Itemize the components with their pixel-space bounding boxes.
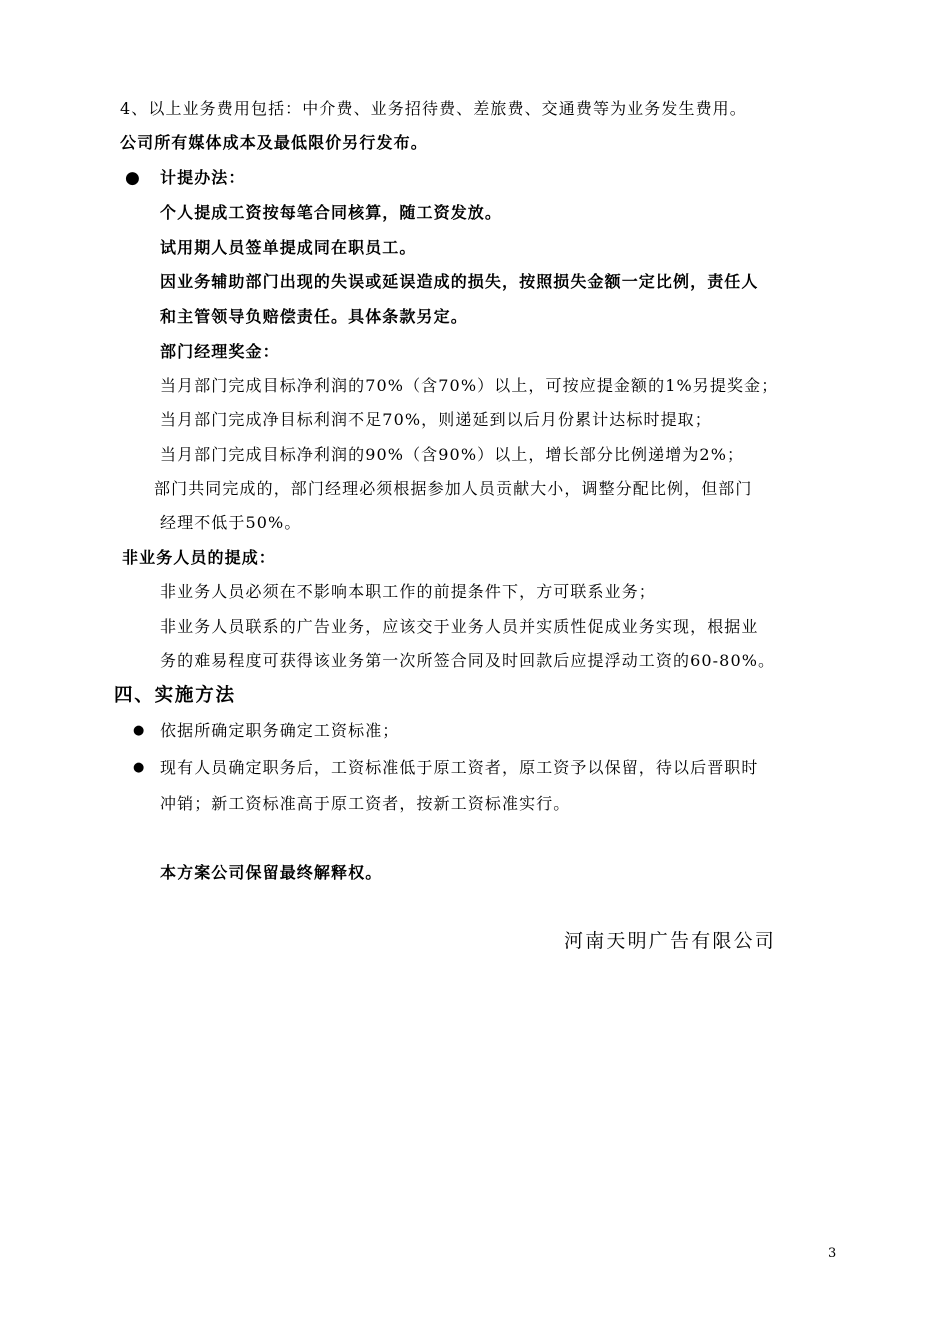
bullet-icon: ● (133, 723, 145, 738)
expenses-paragraph: 4、以上业务费用包括：中介费、业务招待费、差旅费、交通费等为业务发生费用。 (120, 99, 747, 118)
method-heading: 计提办法： (160, 168, 246, 187)
final-note: 本方案公司保留最终解释权。 (160, 863, 383, 882)
section-four-item: 现有人员确定职务后，工资标准低于原工资者，原工资予以保留，待以后晋职时 (160, 758, 759, 777)
section-four-heading: 四、实施方法 (114, 685, 236, 706)
dept-bonus-heading: 部门经理奖金： (160, 342, 280, 361)
media-cost-paragraph: 公司所有媒体成本及最低限价另行发布。 (120, 133, 428, 152)
non-business-heading: 非业务人员的提成： (122, 548, 276, 567)
dept-bonus-line: 部门共同完成的，部门经理必须根据参加人员贡献大小，调整分配比例，但部门 (154, 479, 753, 498)
method-line: 因业务辅助部门出现的失误或延误造成的损失，按照损失金额一定比例，责任人 (160, 272, 759, 291)
section-four-item: 依据所确定职务确定工资标准； (160, 721, 400, 740)
dept-bonus-line: 当月部门完成目标净利润的70%（含70%）以上，可按应提金额的1%另提奖金； (160, 376, 779, 395)
dept-bonus-line: 当月部门完成目标净利润的90%（含90%）以上，增长部分比例递增为2%； (160, 445, 745, 464)
method-line: 试用期人员签单提成同在职员工。 (160, 238, 417, 257)
non-business-line: 非业务人员必须在不影响本职工作的前提条件下，方可联系业务； (160, 582, 656, 601)
section-four-item: 冲销；新工资标准高于原工资者，按新工资标准实行。 (160, 794, 571, 813)
non-business-line: 非业务人员联系的广告业务，应该交于业务人员并实质性促成业务实现，根据业 (160, 617, 759, 636)
page-number: 3 (828, 1246, 837, 1261)
bullet-icon: ● (125, 168, 140, 188)
dept-bonus-line: 经理不低于50%。 (160, 513, 302, 532)
bullet-icon: ● (133, 760, 145, 775)
dept-bonus-line: 当月部门完成净目标利润不足70%，则递延到以后月份累计达标时提取； (160, 410, 712, 429)
method-line: 和主管领导负赔偿责任。具体条款另定。 (160, 307, 468, 326)
non-business-line: 务的难易程度可获得该业务第一次所签合同及时回款后应提浮动工资的60-80%。 (160, 651, 776, 670)
company-name: 河南天明广告有限公司 (564, 930, 777, 952)
method-line: 个人提成工资按每笔合同核算，随工资发放。 (160, 203, 503, 222)
